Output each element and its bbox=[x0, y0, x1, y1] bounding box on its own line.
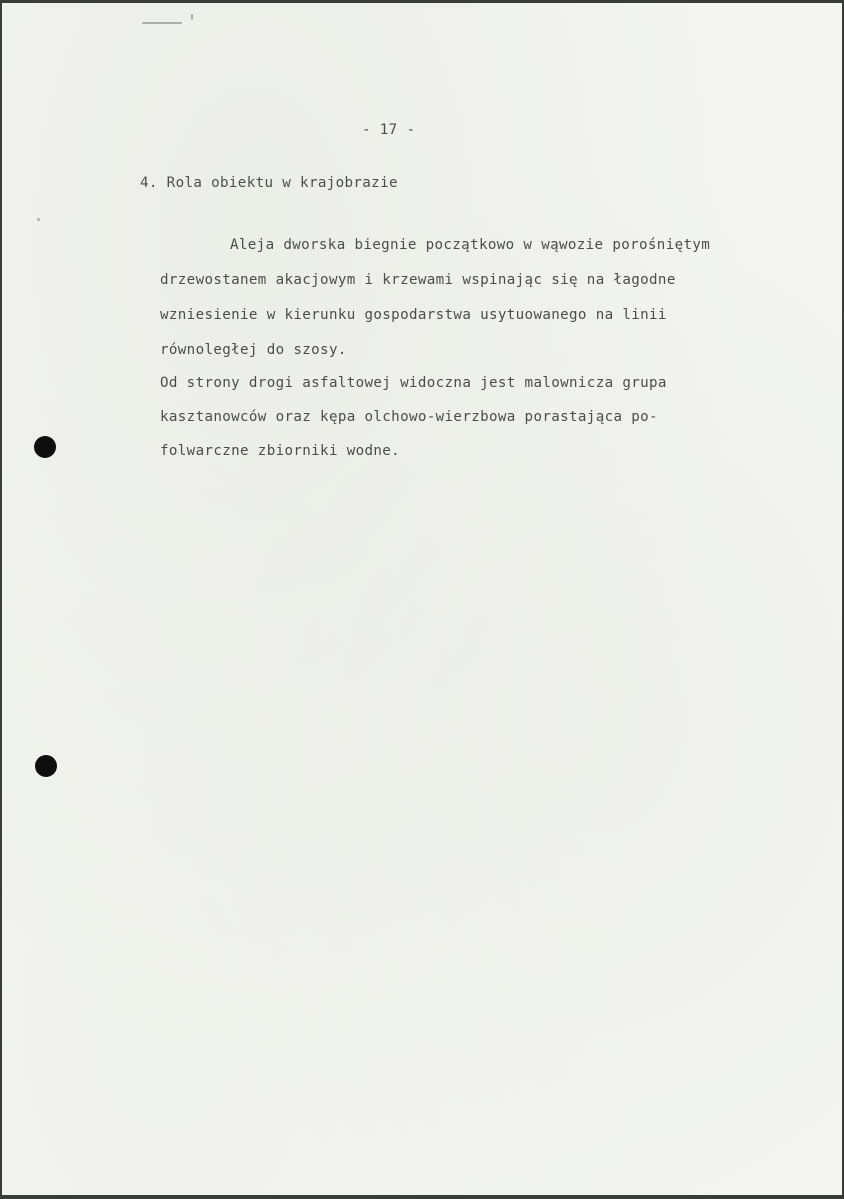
punch-hole-bottom bbox=[35, 755, 57, 777]
punch-hole-top bbox=[34, 436, 56, 458]
paragraph-line: kasztanowców oraz kępa olchowo-wierzbowa porastająca po- bbox=[160, 409, 658, 425]
paragraph-line: drzewostanem akacjowym i krzewami wspinając się na łagodne bbox=[160, 272, 676, 288]
paragraph-line: równoległej do szosy. bbox=[160, 342, 347, 358]
document-page bbox=[2, 3, 842, 1195]
scan-mark bbox=[37, 218, 40, 221]
paragraph-line: wzniesienie w kierunku gospodarstwa usytuowanego na linii bbox=[160, 307, 667, 323]
section-heading: 4. Rola obiektu w krajobrazie bbox=[140, 175, 398, 191]
scan-mark bbox=[142, 22, 182, 24]
paragraph-line: Od strony drogi asfaltowej widoczna jest malownicza grupa bbox=[160, 375, 667, 391]
page-number: - 17 - bbox=[362, 122, 416, 138]
scan-mark bbox=[191, 14, 193, 20]
paragraph-line: folwarczne zbiorniki wodne. bbox=[160, 443, 401, 459]
paragraph-line: Aleja dworska biegnie początkowo w wąwozie porośniętym bbox=[230, 237, 711, 253]
